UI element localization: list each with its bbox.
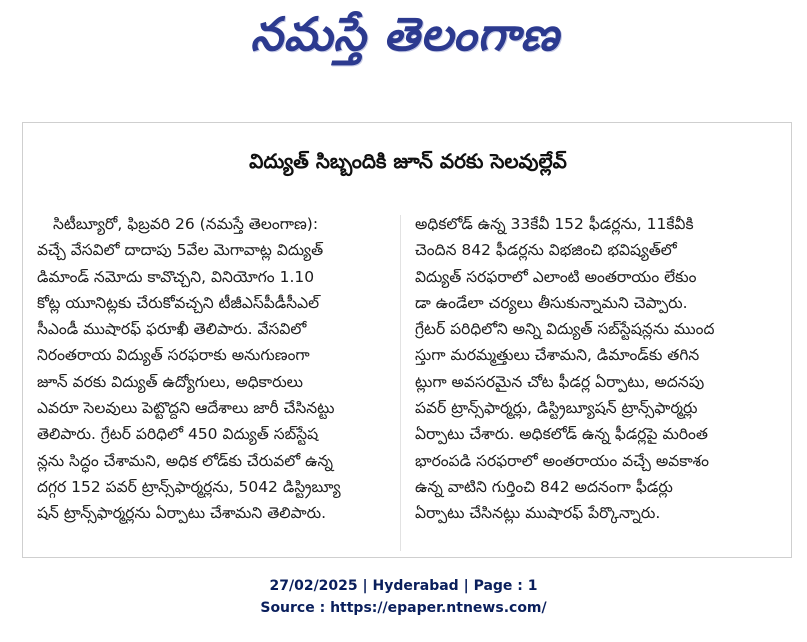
article-text-line: నిరంతరాయ విద్యుత్ సరఫరాకు అనుగుణంగా (37, 346, 310, 365)
article-clipping (22, 122, 792, 558)
article-text-line: న్లను సిద్ధం చేశామని, అధిక లోడ్‌కు చేరువలో ఉన్న (37, 451, 334, 470)
page-footer (0, 575, 807, 619)
article-text-line: ట్లుగా అవసరమైన చోట ఫీడర్ల ఏర్పాటు, అదనపు (415, 372, 705, 391)
newspaper-masthead-logo (200, 8, 610, 72)
article-headline: విద్యుత్ సిబ్బందికి జూన్ వరకు సెలవుల్లేవ్ (249, 149, 567, 173)
article-column-right (415, 211, 761, 527)
article-text-line: విద్యుత్ సరఫరాలో ఎలాంటి అంతరాయం లేకుం (415, 267, 697, 286)
article-text-line: అధికలోడ్ ఉన్న 33కేవీ 152 ఫీడర్లను, 11కేవీకి (415, 215, 694, 233)
article-text-line: కోట్ల యూనిట్లకు చేరుకోవచ్చని టీజీఎస్‌పీడీసీఎల్ (37, 293, 320, 312)
article-text-line: సీఎండీ ముషారఫ్ ఫరూఖీ తెలిపారు. వేసవిలో (37, 320, 307, 339)
article-text-line: ఉన్న వాటిని గుర్తించి 842 అదనంగా ఫీడర్లు (415, 477, 673, 496)
footer-dateline: 27/02/2025 | Hyderabad | Page : 1 (269, 578, 538, 594)
article-text-line: డా ఉండేలా చర్యలు తీసుకున్నామని చెప్పారు. (415, 293, 688, 312)
article-text-line: ఎవరూ సెలవులు పెట్టొద్దని ఆదేశాలు జారీ చేసినట్టు (37, 399, 335, 418)
article-text-line: చెందిన 842 ఫీడర్లను విభజించి భవిష్యత్‌లో (415, 241, 677, 260)
article-text-line: పవర్ ట్రాన్స్‌ఫార్మర్లు, డిస్ట్రిబ్యూషన్ ట్రాన్స్‌ఫార్మర్లు (415, 399, 698, 418)
article-text-line: డిమాండ్ నమోదు కావొచ్చని, వినియోగం 1.10 (37, 267, 315, 286)
article-text-line: గ్రేటర్ పరిధిలోని అన్ని విద్యుత్ సబ్‌స్టేషన్లను ముంద (415, 320, 715, 339)
article-text-line: భారంపడి సరఫరాలో అంతరాయం వచ్చే అవకాశం (415, 451, 709, 470)
article-column-left (37, 211, 383, 527)
column-divider (400, 215, 401, 551)
article-text-line: స్తుగా మరమ్మత్తులు చేశామని, డిమాండ్‌కు తగిన (415, 346, 700, 365)
article-text-line: తెలిపారు. గ్రేటర్ పరిధిలో 450 విద్యుత్ సబ్‌స్టేష (37, 425, 319, 444)
article-text-line: సిటీబ్యూరో, ఫిబ్రవరి 26 (నమస్తే తెలంగాణ): (53, 215, 319, 233)
article-text-line: వచ్చే వేసవిలో దాదాపు 5వేల మెగావాట్ల విద్యుత్ (37, 241, 324, 260)
article-text-line: దగ్గర 152 పవర్ ట్రాన్స్‌ఫార్మర్లను, 5042 డిస్ట్రిబ్యూ (37, 477, 341, 496)
article-text-line: ఏర్పాటు చేసినట్లు ముషారఫ్ పేర్కొన్నారు. (415, 504, 661, 523)
article-text-line: జూన్ వరకు విద్యుత్ ఉద్యోగులు, అధికారులు (37, 372, 304, 391)
article-text-line: షన్ ట్రాన్స్‌ఫార్మర్లను ఏర్పాటు చేశామని తెలిపారు. (37, 504, 327, 523)
masthead-logo-text: నమస్తే తెలంగాణ (250, 7, 560, 61)
footer-source: Source : https://epaper.ntnews.com/ (260, 600, 547, 616)
article-text-line: ఏర్పాటు చేశారు. అధికలోడ్ ఉన్న ఫీడర్లపై మరింత (415, 425, 708, 444)
